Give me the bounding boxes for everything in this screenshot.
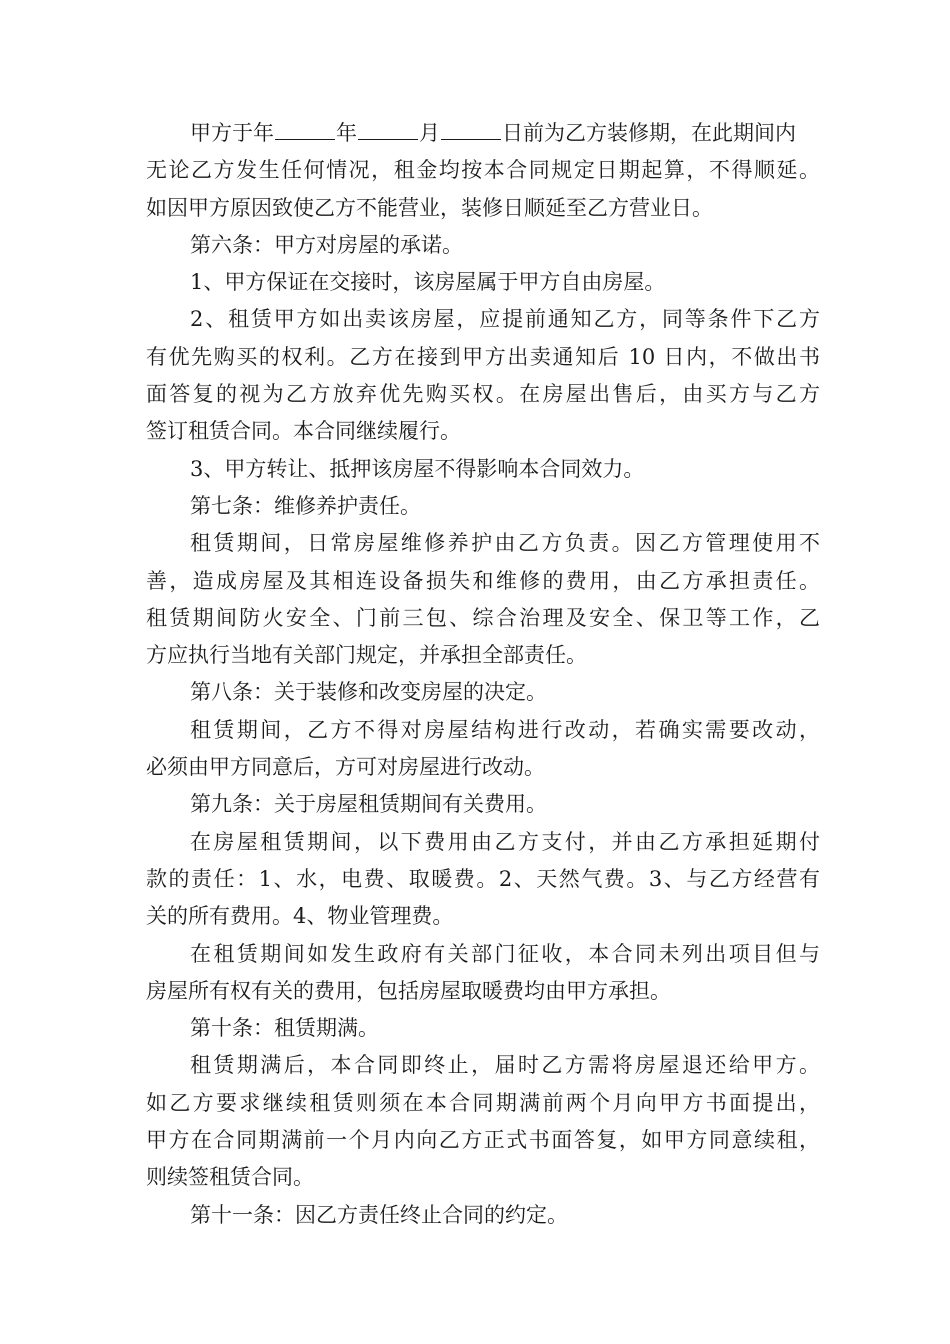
paragraph [146, 674, 820, 711]
text-line: 方应执行当地有关部门规定，并承担全部责任。 [146, 643, 587, 668]
text-line: 在租赁期间如发生政府有关部门征收，本合同未列出项目但与 [190, 941, 820, 966]
text-line: 甲方在合同期满前一个月内向乙方正式书面答复，如甲方同意续租， [146, 1128, 820, 1153]
paragraph [146, 227, 820, 264]
paragraph [146, 936, 820, 1011]
text-line [146, 115, 820, 152]
text-segment: 月 [419, 121, 440, 145]
text-line: 租赁期间，日常房屋维修养护由乙方负责。因乙方管理使用不 [190, 531, 820, 556]
paragraph [146, 301, 820, 450]
text-line: 1、甲方保证在交接时，该房屋属于甲方自由房屋。 [190, 270, 666, 295]
fill-in-blank [275, 117, 335, 140]
text-line: 在房屋租赁期间，以下费用由乙方支付，并由乙方承担延期付 [190, 829, 820, 854]
paragraph [146, 264, 820, 301]
paragraph [146, 525, 820, 674]
text-line: 房屋所有权有关的费用，包括房屋取暖费均由甲方承担。 [146, 978, 671, 1003]
text-line: 签订租赁合同。本合同继续履行。 [146, 419, 461, 444]
text-line: 3、甲方转让、抵押该房屋不得影响本合同效力。 [190, 456, 645, 481]
paragraph [146, 488, 820, 525]
fill-in-blank [441, 117, 501, 140]
text-line: 第十一条：因乙方责任终止合同的约定。 [190, 1202, 568, 1227]
text-line: 2、租赁甲方如出卖该房屋，应提前通知乙方，同等条件下乙方 [190, 307, 820, 332]
paragraph [146, 1047, 820, 1196]
paragraph [146, 1010, 820, 1047]
paragraph [146, 1197, 820, 1234]
text-line: 租赁期间防火安全、门前三包、综合治理及安全、保卫等工作，乙 [146, 605, 820, 630]
fill-in-blank [358, 117, 418, 140]
text-segment: 甲方于年 [190, 121, 274, 145]
text-line: 无论乙方发生任何情况，租金均按本合同规定日期起算，不得顺延。 [146, 158, 820, 183]
text-line: 有优先购买的权利。乙方在接到甲方出卖通知后 10 日内，不做出书 [146, 344, 820, 369]
text-line: 第十条：租赁期满。 [190, 1016, 379, 1041]
text-line: 则续签租赁合同。 [146, 1165, 314, 1190]
text-line: 款的责任：1、水，电费、取暖费。2、天然气费。3、与乙方经营有 [146, 866, 820, 891]
text-line: 第六条：甲方对房屋的承诺。 [190, 232, 463, 257]
paragraph [146, 824, 820, 936]
paragraph [146, 712, 820, 787]
text-line: 如因甲方原因致使乙方不能营业，装修日顺延至乙方营业日。 [146, 195, 713, 220]
text-line: 第九条：关于房屋租赁期间有关费用。 [190, 792, 547, 817]
paragraph [146, 451, 820, 488]
text-line: 租赁期满后，本合同即终止，届时乙方需将房屋退还给甲方。 [190, 1053, 820, 1078]
text-line: 面答复的视为乙方放弃优先购买权。在房屋出售后，由买方与乙方 [146, 382, 820, 407]
text-line: 关的所有费用。4、物业管理费。 [146, 904, 454, 929]
text-line: 如乙方要求继续租赁则须在本合同期满前两个月向甲方书面提出， [146, 1090, 820, 1115]
text-segment: 日前为乙方装修期，在此期间内 [502, 121, 796, 145]
paragraph [146, 115, 820, 227]
document-body [146, 115, 820, 1234]
text-line: 第八条：关于装修和改变房屋的决定。 [190, 680, 547, 705]
paragraph [146, 786, 820, 823]
text-line: 第七条：维修养护责任。 [190, 493, 421, 518]
text-line: 租赁期间，乙方不得对房屋结构进行改动，若确实需要改动， [190, 717, 820, 742]
text-line: 必须由甲方同意后，方可对房屋进行改动。 [146, 755, 545, 780]
text-segment: 年 [336, 121, 357, 145]
text-line: 善，造成房屋及其相连设备损失和维修的费用，由乙方承担责任。 [146, 568, 820, 593]
